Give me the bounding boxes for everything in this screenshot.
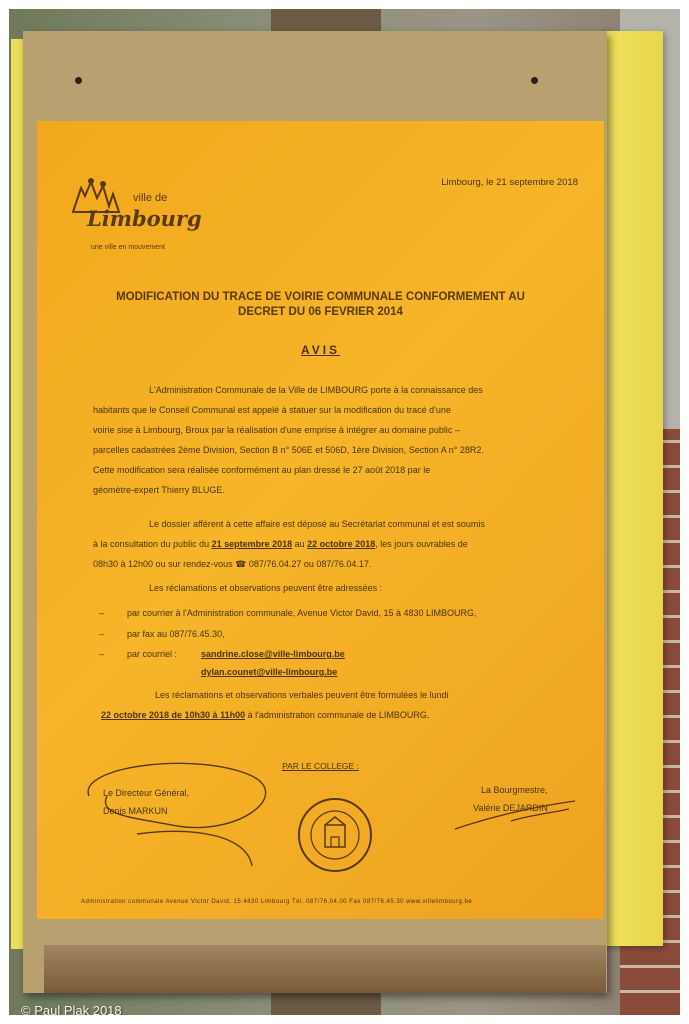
college-caption: PAR LE COLLEGE :	[282, 761, 359, 771]
oral-line2: 22 octobre 2018 de 10h30 à 11h00 à l'administration communale de LIMBOURG.	[101, 710, 430, 720]
oral-session-date: 22 octobre 2018 de 10h30 à 11h00	[101, 710, 246, 720]
signature-left-title: Le Directeur Général,	[103, 788, 190, 798]
pin-icon	[531, 77, 538, 84]
signature-left-name: Denis MARKUN	[103, 806, 168, 816]
city-seal-icon	[295, 795, 375, 875]
pin-icon	[75, 77, 82, 84]
paragraph1-line: parcelles cadastrées 2ème Division, Section B n° 506E et 506D, 1ère Division, Section A n° 28R2.	[93, 445, 484, 455]
copyright-watermark: © Paul Plak 2018	[21, 1003, 122, 1015]
notice-title-line1: MODIFICATION DU TRACE DE VOIRIE COMMUNALE CONFORMEMENT AU	[116, 291, 525, 303]
email-address: sandrine.close@ville-limbourg.be	[201, 649, 345, 659]
consultation-start-date: 21 septembre 2018	[211, 539, 293, 549]
paragraph1-line: géomètre-expert Thierry BLUGE.	[93, 485, 225, 495]
paragraph1-line: Cette modification sera réalisée conformément au plan dressé le 27 août 2018 par le	[93, 465, 431, 475]
complaints-intro: Les réclamations et observations peuvent être adressées :	[149, 583, 383, 593]
background-notice-right	[599, 31, 663, 946]
signature-right-name: Valérie DEJARDIN	[473, 803, 548, 813]
notice-title-line2: DECRET DU 06 FEVRIER 2014	[238, 306, 403, 318]
consultation-end-date: 22 octobre 2018	[307, 539, 376, 549]
notice-heading: AVIS	[300, 343, 341, 357]
channel-mail: par courrier à l'Administration communale, Avenue Victor David, 15 à 4830 LIMBOURG,	[127, 608, 477, 618]
signature-right-scribble-icon	[451, 797, 581, 837]
logo-name-text: Limbourg	[87, 206, 202, 231]
channel-fax: par fax au 087/76.45.30,	[127, 629, 225, 639]
city-logo	[67, 176, 202, 258]
signature-scribble-icon	[77, 756, 277, 876]
paragraph1-line: voirie sise à Limbourg, Broux par la réalisation d'une emprise à intégrer au domaine public –	[93, 425, 460, 435]
paragraph1-line: habitants que le Conseil Communal est appelé à statuer sur la modification du tracé d'une	[93, 405, 451, 415]
notice-sheet	[37, 121, 604, 919]
channel-email: par courriel :	[127, 649, 178, 659]
cardboard-bottom-edge	[44, 945, 606, 993]
oral-line1: Les réclamations et observations verbales peuvent être formulées le lundi	[155, 690, 449, 700]
list-dash: –	[99, 649, 105, 659]
logo-ville-text: ville de	[133, 192, 168, 204]
paragraph1-line: L'Administration Communale de la Ville de LIMBOURG porte à la connaissance des	[149, 385, 483, 395]
list-dash: –	[99, 608, 105, 618]
logo-tagline: une ville en mouvement	[91, 244, 165, 251]
photo	[9, 9, 680, 1015]
notice-date: Limbourg, le 21 septembre 2018	[441, 177, 578, 188]
paragraph2-line: à la consultation du public du 21 septembre 2018 au 22 octobre 2018, les jours ouvrables de	[93, 539, 468, 549]
notice-footer: Administration communale Avenue Victor David, 15 4830 Limbourg Tél. 087/76.04.00 Fax 087/76.45.30 www.villelimbourg.be	[81, 899, 473, 905]
list-dash: –	[99, 629, 105, 639]
paragraph2-line: 08h30 à 12h00 ou sur rendez-vous ☎ 087/76.04.27 ou 087/76.04.17.	[93, 559, 372, 569]
paragraph2-line: Le dossier afférent à cette affaire est déposé au Secrétariat communal et est soumis	[149, 519, 485, 529]
email-address: dylan.counet@ville-limbourg.be	[201, 667, 338, 677]
signature-right-title: La Bourgmestre,	[481, 785, 548, 795]
